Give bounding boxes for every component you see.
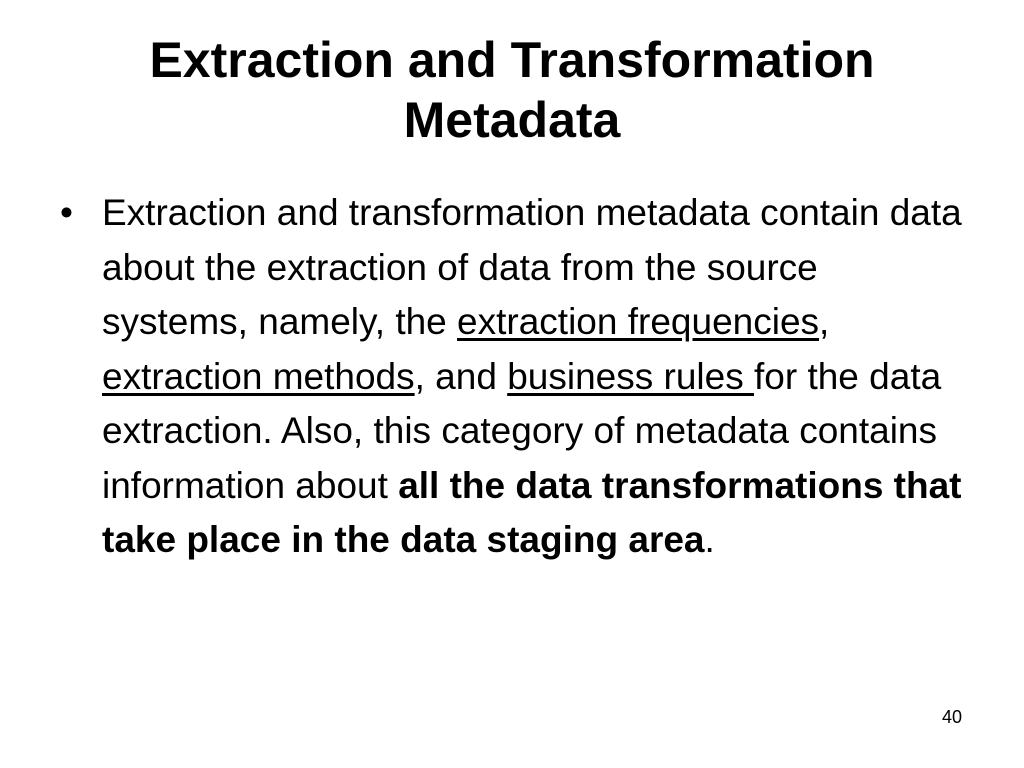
bullet-text-intro: Extraction and transformation metadata contain data about the extraction of data from the source systems, namely, the [102, 192, 962, 342]
bullet-item [60, 186, 965, 568]
slide-title-line-1: Extraction and Transformation [149, 32, 875, 88]
bullet-list [60, 186, 965, 568]
underlined-term-business-rules: business rules [507, 355, 754, 397]
bullet-text-separator: , [819, 301, 830, 342]
underlined-term-extraction-methods: extraction methods [102, 355, 415, 397]
slide-title [40, 30, 984, 150]
slide-number: 40 [941, 707, 962, 727]
slide-title-line-2: Metadata [403, 92, 621, 148]
bullet-dot-icon: • [60, 192, 73, 233]
bold-phrase-data-transformations: all the data transformations that take place in the data staging area [102, 464, 962, 560]
bullet-text-middle: for the data extraction. Also, this category of metadata contains information about [102, 355, 942, 506]
underlined-term-extraction-frequencies: extraction frequencies [457, 301, 820, 342]
bullet-text-end: . [704, 519, 715, 560]
bullet-text-and: , and [414, 355, 508, 397]
